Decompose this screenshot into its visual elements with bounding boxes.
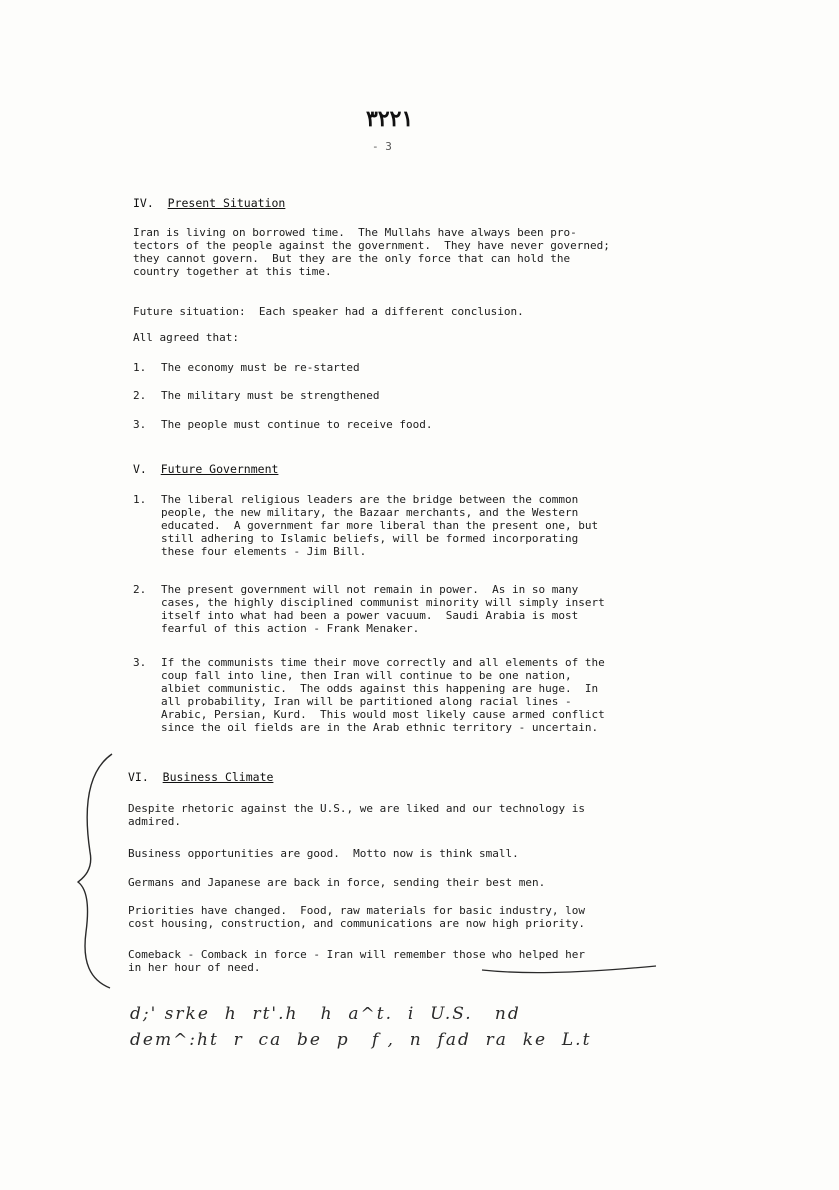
text-line: cost housing, construction, and communications are now high priority. (128, 917, 585, 930)
list-item-number: 2. (133, 389, 147, 402)
list-item-number: 2. (133, 583, 147, 596)
handwritten-bracket (76, 752, 116, 992)
list-item: The economy must be re-started (161, 361, 360, 374)
section-vi-roman: VI. (128, 770, 149, 784)
section-v-roman: V. (133, 462, 147, 476)
list-item (161, 656, 605, 734)
text-line: If the communists time their move correctly and all elements of the (161, 656, 605, 669)
list-item (161, 493, 598, 558)
text-line: country together at this time. (133, 265, 332, 278)
all-agreed-line: All agreed that: (133, 331, 239, 344)
text-line: Germans and Japanese are back in force, sending their best men. (128, 876, 546, 889)
text-line: Despite rhetoric against the U.S., we are liked and our technology is (128, 802, 585, 815)
list-item-number: 3. (133, 418, 147, 431)
list-item-number: 1. (133, 361, 147, 374)
text-line: educated. A government far more liberal than the present one, but (161, 519, 599, 532)
text-line: Comeback - Comback in force - Iran will remember those who helped her (128, 948, 585, 961)
text-line: cases, the highly disciplined communist minority will simply insert (161, 596, 605, 609)
text-line: The present government will not remain in power. As in so many (161, 583, 579, 596)
text-line: albiet communistic. The odds against this happening are huge. In (161, 682, 599, 695)
list-item-number: 1. (133, 493, 147, 506)
text-line: since the oil fields are in the Arab ethnic territory - uncertain. (161, 721, 599, 734)
section-iv-roman: IV. (133, 196, 154, 210)
future-situation-line: Future situation: Each speaker had a different conclusion. (133, 305, 524, 318)
text-line: admired. (128, 815, 181, 828)
text-line: Iran is living on borrowed time. The Mullahs have always been pro- (133, 226, 577, 239)
list-item (161, 583, 605, 635)
text-line: fearful of this action - Frank Menaker. (161, 622, 420, 635)
list-item-number: 3. (133, 656, 147, 669)
business-paragraph (128, 847, 519, 860)
section-vi-heading (128, 771, 273, 784)
section-iv-title: Present Situation (167, 196, 286, 210)
text-line: Business opportunities are good. Motto now is think small. (128, 847, 519, 860)
text-line: tectors of the people against the government. They have never governed; (133, 239, 610, 252)
business-paragraph (128, 876, 545, 889)
text-line: these four elements - Jim Bill. (161, 545, 367, 558)
text-line: they cannot govern. But they are the only force that can hold the (133, 252, 571, 265)
text-line: itself into what had been a power vacuum. Saudi Arabia is most (161, 609, 579, 622)
text-line: The liberal religious leaders are the bridge between the common (161, 493, 579, 506)
handwritten-underline (480, 958, 660, 978)
text-line: Priorities have changed. Food, raw materials for basic industry, low (128, 904, 585, 917)
section-vi-title: Business Climate (162, 770, 274, 784)
text-line: Arabic, Persian, Kurd. This would most likely cause armed conflict (161, 708, 605, 721)
section-v-heading (133, 463, 278, 476)
handwritten-page-number: ٣٢٢١ (366, 106, 414, 132)
section-v-title: Future Government (160, 462, 279, 476)
list-item: The military must be strengthened (161, 389, 380, 402)
text-line: in her hour of need. (128, 961, 261, 974)
text-line: all probability, Iran will be partitioned along racial lines - (161, 695, 572, 708)
text-line: coup fall into line, then Iran will continue to be one nation, (161, 669, 572, 682)
page-number: - 3 (372, 140, 392, 153)
section-iv-paragraph (133, 226, 610, 278)
business-paragraph (128, 802, 585, 828)
text-line: still adhering to Islamic beliefs, will be formed incorporating (161, 532, 579, 545)
handwritten-note-line-2: dem^:ht r ca be p f , n fad ra ke L.t (130, 1030, 592, 1050)
section-iv-heading (133, 197, 285, 210)
handwritten-note-line-1: d;' srke h rt'.h h a^t. i U.S. nd (130, 1004, 521, 1024)
business-paragraph (128, 904, 585, 930)
text-line: people, the new military, the Bazaar merchants, and the Western (161, 506, 579, 519)
list-item: The people must continue to receive food. (161, 418, 433, 431)
